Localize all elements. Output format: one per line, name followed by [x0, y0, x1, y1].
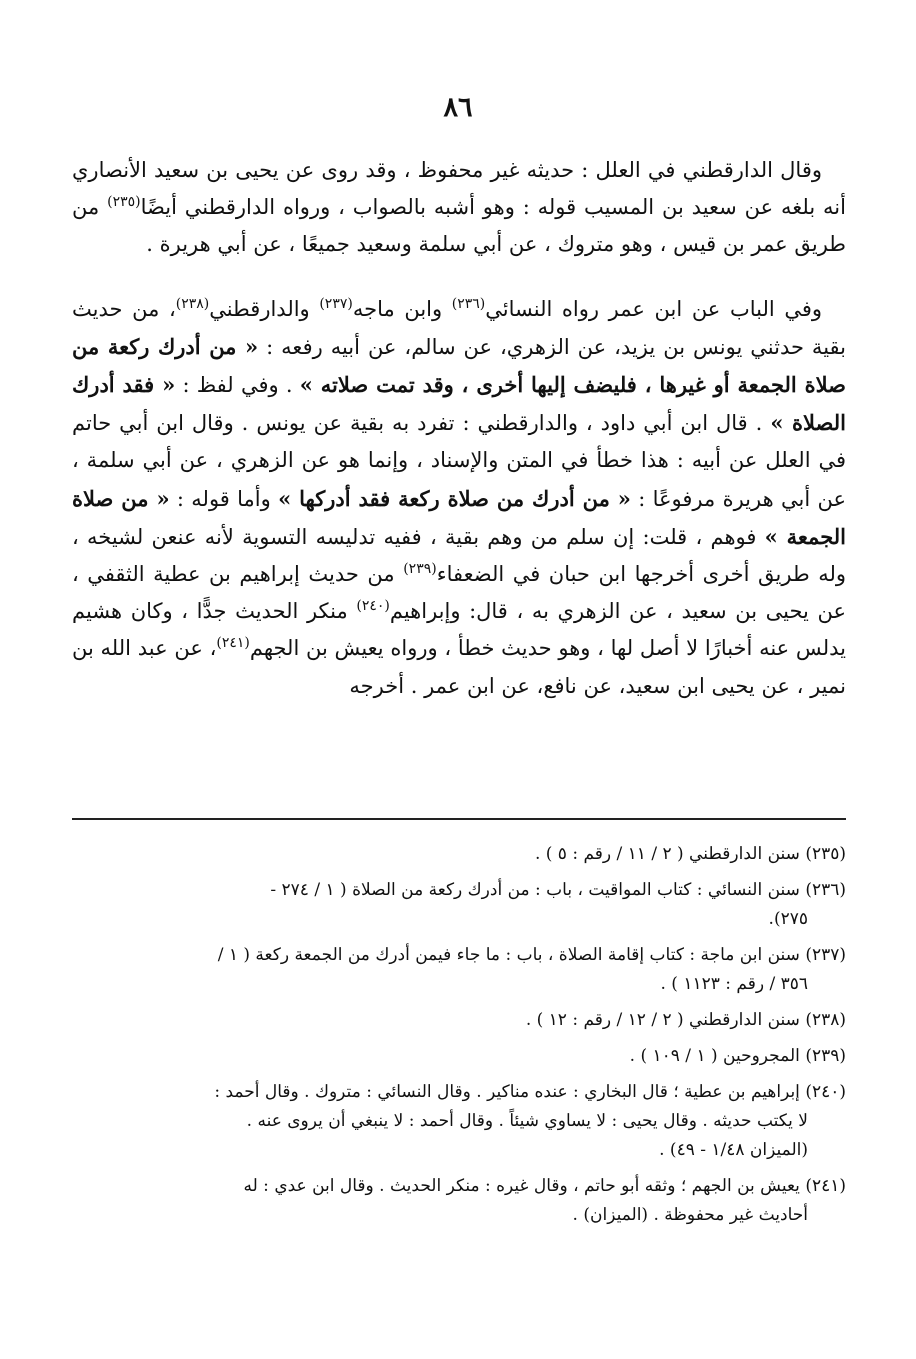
footnote-text: سنن ابن ماجة : كتاب إقامة الصلاة ، باب : ما جاء فيمن أدرك من الجمعة ركعة ( ١ / — [217, 945, 800, 965]
footnote-text: يعيش بن الجهم ؛ وثقه أبو حاتم ، وقال غيره : منكر الحديث . وقال ابن عدي : له — [243, 1176, 800, 1196]
text-run: والدارقطني — [209, 296, 320, 321]
footnote-line — [72, 1042, 846, 1071]
footnote-text: سنن النسائي : كتاب المواقيت ، باب : من أدرك ركعة من الصلاة ( ١ / ٢٧٤ - — [270, 880, 800, 900]
footnote — [72, 1042, 846, 1071]
text-run: . قال ابن أبي داود ، والدارقطني : تفرد به بقية عن يونس . وقال ابن أبي حاتم في العلل عن أبيه : هذا خطأ في المتن والإسناد ، وإنما هو عن الزهري ، عن أبي سلمة ، عن أبي هريرة مرفوعًا : — [72, 411, 846, 511]
text-run: وفي الباب عن ابن عمر رواه النسائي — [485, 296, 822, 321]
footnote-number: (٢٣٥) — [805, 844, 846, 864]
footnote-line — [72, 876, 846, 905]
footnote-line — [72, 840, 846, 869]
footnote-text: أحاديث غير محفوظة . (الميزان) . — [572, 1205, 808, 1225]
footnote-line — [72, 970, 846, 999]
footnote-text: سنن الدارقطني ( ٢ / ١٢ / رقم : ١٢ ) . — [525, 1010, 800, 1030]
footnote-number: (٢٣٧) — [805, 945, 846, 965]
footnote-text: سنن الدارقطني ( ٢ / ١١ / رقم : ٥ ) . — [534, 844, 800, 864]
footnote-number: (٢٣٨) — [805, 1010, 846, 1030]
footnote-line — [72, 1136, 846, 1165]
footnote-text: لا يكتب حديثه . وقال يحيى : لا يساوي شيئاً . وقال أحمد : لا ينبغي أن يروى عنه . — [246, 1111, 808, 1131]
paragraph-1 — [72, 152, 846, 264]
footnote — [72, 1078, 846, 1165]
footnotes — [72, 840, 846, 1237]
footnote-line — [72, 905, 846, 934]
footnote-ref: (٢٣٧) — [319, 295, 353, 312]
page-number: ٨٦ — [443, 92, 473, 123]
footnote — [72, 876, 846, 934]
text-run: فوهم ، قلت: إن سلم من وهم بقية ، ففيه تدليسه التسوية لأنه عنعن لشيخه ، وله طريق أخرى أخرجها ابن حبان في الضعفاء — [72, 524, 846, 587]
text-run: من حديث إبراهيم بن عطية الثقفي ، عن يحيى بن سعيد ، عن الزهري به ، قال: وإبراهيم — [72, 562, 847, 624]
footnote — [72, 1172, 846, 1230]
footnote-text: ٢٧٥). — [768, 909, 808, 929]
footnote-line — [72, 1201, 846, 1230]
hadith-quote: « فقد أدرك الصلاة » — [72, 372, 847, 436]
footnote-text: المجروحين ( ١ / ١٠٩ ) . — [629, 1046, 800, 1066]
text-run: . وفي لفظ : — [175, 373, 300, 398]
hadith-quote: « من أدرك ركعة من صلاة الجمعة أو غيرها ، فليضف إليها أخرى ، وقد تمت صلاته » — [72, 333, 847, 398]
paragraph-2 — [72, 291, 846, 705]
footnote-ref: (٢٣٦) — [451, 295, 486, 312]
text-run: وأما قوله : — [169, 486, 279, 511]
text-run: من طريق عمر بن قيس ، وهو متروك ، عن أبي سلمة وسعيد جميعًا ، عن أبي هريرة . — [72, 195, 846, 257]
text-run: ، من حديث بقية حدثني يونس بن يزيد، عن الزهري، عن سالم، عن أبيه رفعه : — [72, 296, 846, 359]
footnote — [72, 1006, 846, 1035]
main-text — [72, 152, 846, 705]
footnote-number: (٢٣٩) — [805, 1046, 846, 1066]
footnote-line — [72, 1107, 846, 1136]
footnote-number: (٢٤٠) — [805, 1082, 846, 1102]
footnote-line — [72, 1078, 846, 1107]
footnote-number: (٢٤١) — [805, 1176, 846, 1196]
footnote-ref: (٢٤١) — [216, 635, 250, 652]
text-run: وقال الدارقطني في العلل : حديثه غير محفوظ ، وقد روى عن يحيى بن سعيد الأنصاري أنه بلغه عن سعيد بن المسيب قوله : وهو أشبه بالصواب ، ورواه الدارقطني أيضًا — [72, 158, 846, 220]
footnote-ref: (٢٣٨) — [175, 295, 210, 312]
footnote-line — [72, 1172, 846, 1201]
footnote-line — [72, 941, 846, 970]
hadith-quote: « من صلاة الجمعة » — [72, 485, 846, 549]
footnote-text: إبراهيم بن عطية ؛ قال البخاري : عنده مناكير . وقال النسائي : متروك . وقال أحمد : — [214, 1082, 800, 1102]
text-run: ، عن عبد الله بن نمير ، عن يحيى ابن سعيد، عن نافع، عن ابن عمر . أخرجه — [72, 636, 846, 698]
footnote-number: (٢٣٦) — [805, 880, 846, 900]
footnote-ref: (٢٣٩) — [403, 561, 437, 578]
footnote-separator — [72, 818, 846, 820]
footnote-line — [72, 1006, 846, 1035]
hadith-quote: « من أدرك من صلاة ركعة فقد أدركها » — [278, 485, 631, 511]
footnote — [72, 840, 846, 869]
footnote-ref: (٢٤٠) — [356, 598, 390, 615]
footnote-text: (الميزان ١/٤٨ - ٤٩) . — [659, 1140, 808, 1160]
text-run: منكر الحديث جدًّا ، وكان هشيم يدلس عنه أخبارًا لا أصل لها ، وهو حديث خطأ ، ورواه يعيش بن الجهم — [72, 599, 846, 661]
footnote-text: ٣٥٦ / رقم : ١١٢٣ ) . — [660, 974, 808, 994]
text-run: وابن ماجه — [352, 296, 452, 321]
footnote — [72, 941, 846, 999]
footnote-ref: (٢٣٥) — [107, 194, 141, 211]
